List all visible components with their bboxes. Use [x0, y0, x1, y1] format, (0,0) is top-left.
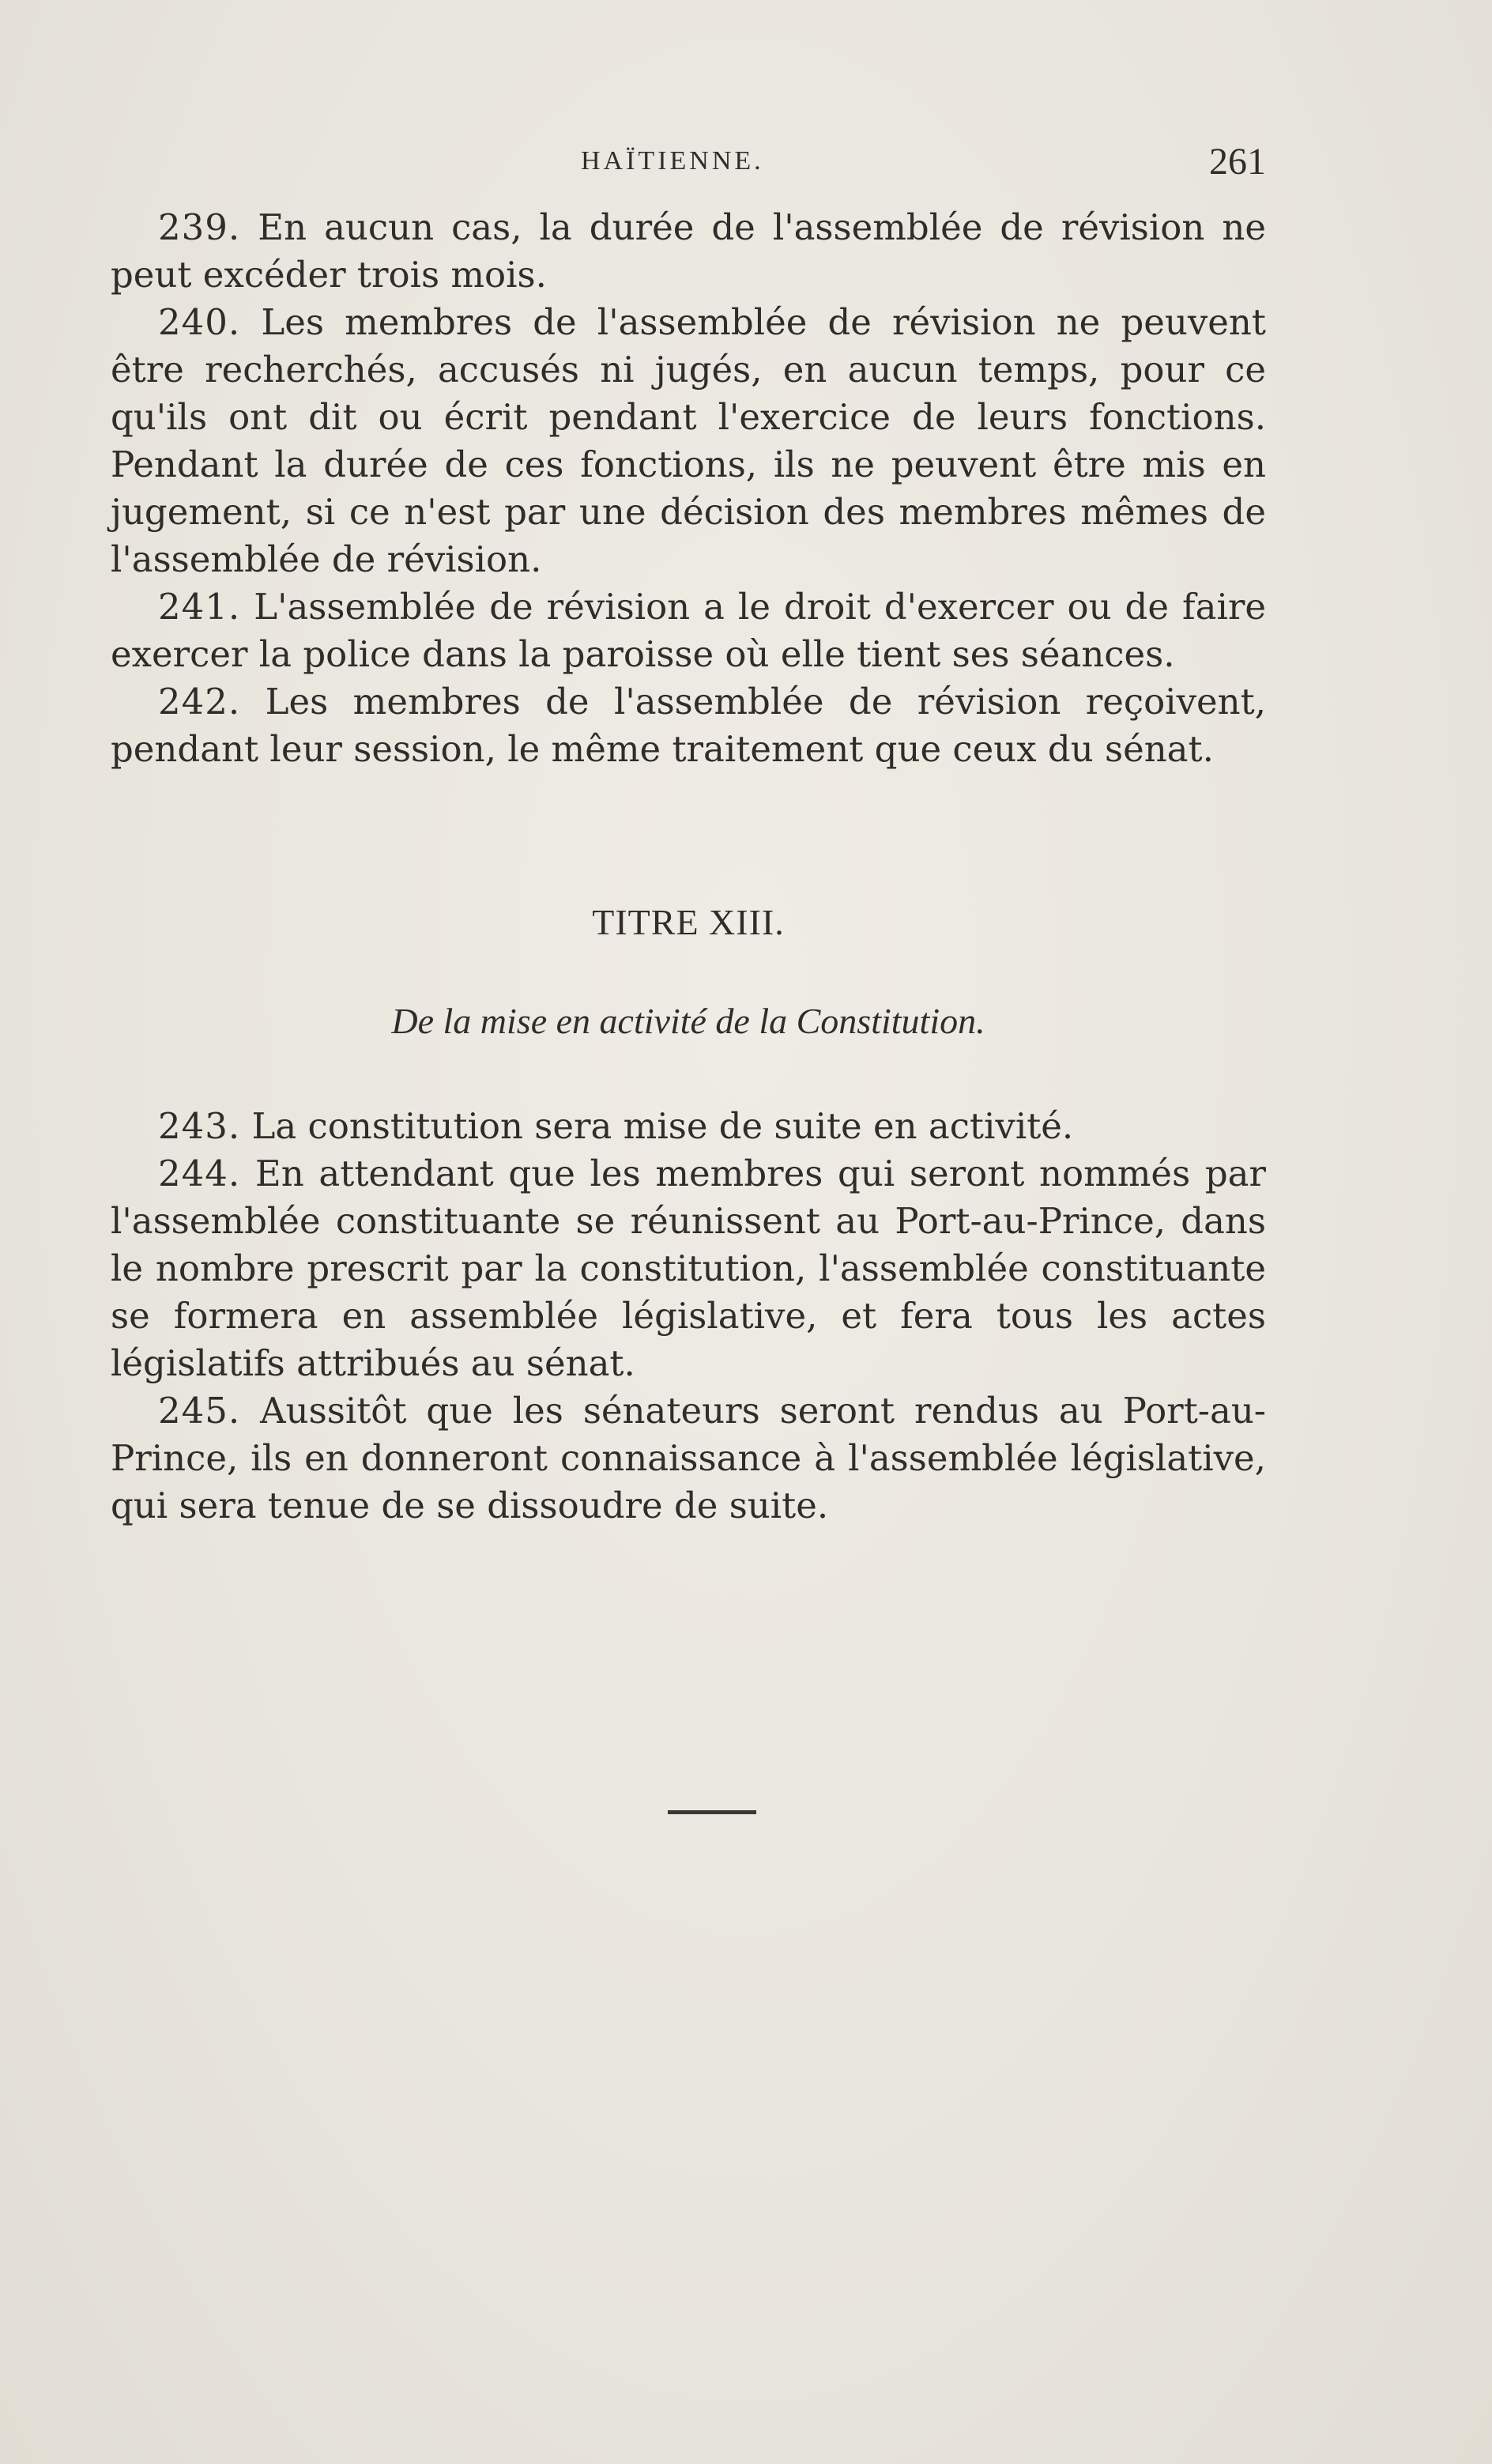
article-245: [111, 1387, 1266, 1530]
section-subtitle: De la mise en activité de la Constitution.: [391, 1001, 985, 1041]
articles-top: [111, 204, 1266, 773]
articles-bottom: [111, 1103, 1266, 1530]
article-number: 240.: [158, 301, 241, 343]
article-text: L'assemblée de révision a le droit d'exercer ou de faire exercer la police dans la paroisse où elle tient ses séances.: [111, 586, 1266, 675]
article-240: [111, 299, 1266, 583]
section-title: TITRE XIII.: [592, 902, 785, 942]
article-text: En aucun cas, la durée de l'assemblée de révision ne peut excéder trois mois.: [111, 206, 1266, 296]
running-head: HAÏTIENNE.: [581, 146, 764, 175]
article-text: En attendant que les membres qui seront nommés par l'assemblée constituante se réunissent au Port-au-Prince, dans le nombre prescrit par la constitution, l'assemblée constituante se formera en assemblée législative, et fera tous les actes législatifs attribués au sénat.: [111, 1153, 1266, 1384]
article-241: [111, 583, 1266, 678]
page-header: [111, 141, 1266, 194]
article-number: 239.: [158, 206, 241, 248]
page-number: 261: [1209, 141, 1266, 183]
article-text: Les membres de l'assemblée de révision ne peuvent être recherchés, accusés ni jugés, en aucun temps, pour ce qu'ils ont dit ou écrit pendant l'exercice de leurs fonctions. Pendant la durée de ces fonctions, ils ne peuvent être mis en jugement, si ce n'est par une décision des membres mêmes de l'assemblée de révision.: [111, 301, 1266, 580]
article-number: 241.: [158, 586, 241, 628]
end-rule: [668, 1810, 756, 1814]
article-text: Aussitôt que les sénateurs seront rendus au Port-au-Prince, ils en donneront connaissance à l'assemblée législative, qui sera tenue de se dissoudre de suite.: [111, 1390, 1267, 1526]
article-243: [111, 1103, 1266, 1150]
article-number: 245.: [158, 1390, 241, 1432]
article-number: 242.: [158, 681, 241, 723]
article-244: [111, 1150, 1266, 1387]
article-text: La constitution sera mise de suite en activité.: [251, 1105, 1074, 1147]
article-number: 243.: [158, 1105, 241, 1147]
article-text: Les membres de l'assemblée de révision reçoivent, pendant leur session, le même traitement que ceux du sénat.: [111, 681, 1266, 770]
article-239: [111, 204, 1266, 299]
article-242: [111, 678, 1266, 773]
article-number: 244.: [158, 1153, 241, 1194]
